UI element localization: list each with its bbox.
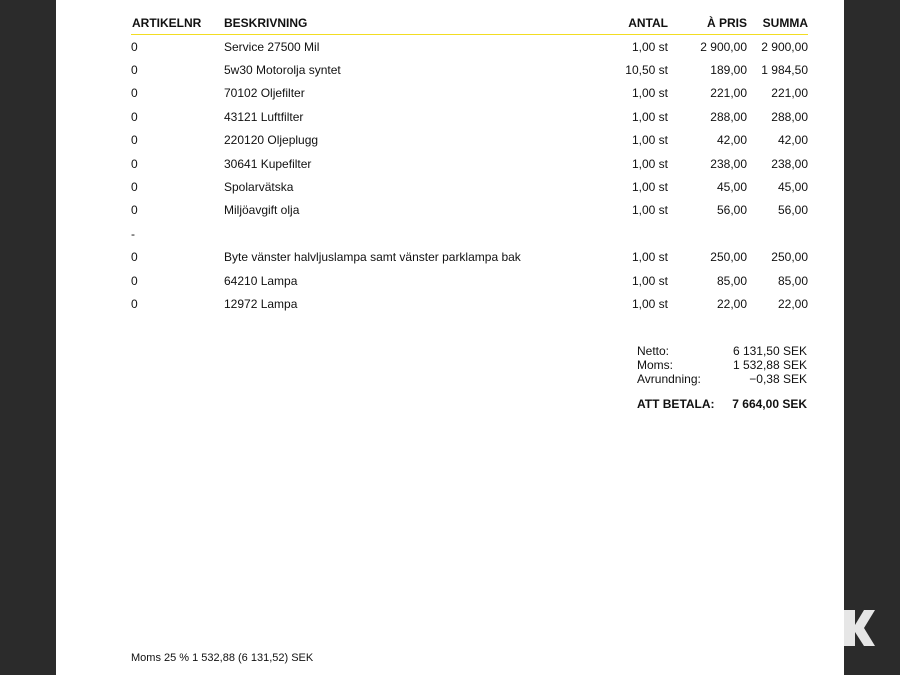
table-row xyxy=(131,35,808,59)
vat-row xyxy=(637,358,807,372)
net-row xyxy=(637,344,807,358)
table-header-row xyxy=(131,12,808,35)
cell-quantity: 1,00 st xyxy=(631,180,668,195)
cell-sum: 221,00 xyxy=(771,86,808,101)
cell-quantity: 1,00 st xyxy=(631,133,668,148)
cell-description: 70102 Oljefilter xyxy=(224,86,305,101)
table-row xyxy=(131,105,808,128)
vat-summary-footer: Moms 25 % 1 532,88 (6 131,52) SEK xyxy=(131,652,314,664)
cell-sum: 250,00 xyxy=(771,250,808,265)
cell-unit-price: 22,00 xyxy=(716,296,747,311)
cell-article-no: - xyxy=(131,226,135,241)
cell-sum: 238,00 xyxy=(771,156,808,171)
cell-description: 64210 Lampa xyxy=(224,273,298,288)
table-body xyxy=(131,35,808,316)
table-row xyxy=(131,175,808,198)
cell-article-no: 0 xyxy=(131,156,138,171)
vat-value: 1 532,88 SEK xyxy=(732,358,807,372)
cell-article-no: 0 xyxy=(131,203,138,218)
column-header-unit-price: À PRIS xyxy=(668,12,747,35)
vat-label: Moms: xyxy=(637,358,673,372)
cell-quantity: 1,00 st xyxy=(631,250,668,265)
table-row xyxy=(131,58,808,81)
cell-unit-price: 288,00 xyxy=(710,109,747,124)
cell-unit-price: 189,00 xyxy=(710,63,747,78)
table-row xyxy=(131,246,808,269)
cell-description: 30641 Kupefilter xyxy=(224,156,312,171)
cell-sum: 2 900,00 xyxy=(761,39,808,54)
cell-description: Service 27500 Mil xyxy=(224,39,320,54)
cell-article-no: 0 xyxy=(131,86,138,101)
table-row xyxy=(131,292,808,315)
cell-unit-price xyxy=(668,222,747,245)
table-row xyxy=(131,152,808,175)
cell-unit-price: 56,00 xyxy=(716,203,747,218)
table-row xyxy=(131,82,808,105)
cell-description: 12972 Lampa xyxy=(224,296,298,311)
cell-article-no: 0 xyxy=(131,63,138,78)
cell-sum: 85,00 xyxy=(777,273,808,288)
table-row xyxy=(131,222,808,245)
cell-quantity: 1,00 st xyxy=(631,86,668,101)
cell-sum: 45,00 xyxy=(777,180,808,195)
cell-article-no: 0 xyxy=(131,39,138,54)
invoice-line-items-table xyxy=(131,12,808,316)
cell-description: Byte vänster halvljuslampa samt vänster parklampa bak xyxy=(224,250,521,265)
column-header-quantity: ANTAL xyxy=(604,12,668,35)
cell-sum xyxy=(747,222,808,245)
totals-block xyxy=(637,344,807,412)
cell-description: 5w30 Motorolja syntet xyxy=(224,63,341,78)
amount-due-row xyxy=(637,396,807,412)
cell-description: 43121 Luftfilter xyxy=(224,109,304,124)
rounding-row xyxy=(637,372,807,386)
column-header-description: BESKRIVNING xyxy=(224,12,604,35)
cell-article-no: 0 xyxy=(131,133,138,148)
amount-due-label: ATT BETALA: xyxy=(637,397,715,411)
invoice-page xyxy=(56,0,844,675)
cell-sum: 288,00 xyxy=(771,109,808,124)
cell-unit-price: 85,00 xyxy=(716,273,747,288)
column-header-sum: SUMMA xyxy=(747,12,808,35)
cell-quantity: 1,00 st xyxy=(631,109,668,124)
cell-quantity: 1,00 st xyxy=(631,273,668,288)
rounding-value: −0,38 SEK xyxy=(749,372,807,386)
cell-article-no: 0 xyxy=(131,180,138,195)
cell-article-no: 0 xyxy=(131,296,138,311)
cell-article-no: 0 xyxy=(131,109,138,124)
cell-quantity xyxy=(604,222,668,245)
cell-quantity: 1,00 st xyxy=(631,39,668,54)
cell-description: 220120 Oljeplugg xyxy=(224,133,319,148)
cell-unit-price: 238,00 xyxy=(710,156,747,171)
cell-quantity: 10,50 st xyxy=(625,63,668,78)
cell-unit-price: 250,00 xyxy=(710,250,747,265)
table-row xyxy=(131,129,808,152)
cell-sum: 22,00 xyxy=(777,296,808,311)
net-value: 6 131,50 SEK xyxy=(732,344,807,358)
cell-description xyxy=(224,222,604,245)
cell-quantity: 1,00 st xyxy=(631,156,668,171)
table-row xyxy=(131,269,808,292)
table-row xyxy=(131,199,808,222)
cell-article-no: 0 xyxy=(131,250,138,265)
cell-unit-price: 221,00 xyxy=(710,86,747,101)
cell-sum: 42,00 xyxy=(777,133,808,148)
cell-unit-price: 45,00 xyxy=(716,180,747,195)
cell-sum: 56,00 xyxy=(777,203,808,218)
net-label: Netto: xyxy=(637,344,670,358)
k-logo-icon xyxy=(842,606,876,650)
column-header-article-no: ARTIKELNR xyxy=(131,12,224,35)
cell-unit-price: 42,00 xyxy=(716,133,747,148)
rounding-label: Avrundning: xyxy=(637,372,701,386)
cell-unit-price: 2 900,00 xyxy=(700,39,747,54)
cell-quantity: 1,00 st xyxy=(631,296,668,311)
cell-quantity: 1,00 st xyxy=(631,203,668,218)
cell-description: Miljöavgift olja xyxy=(224,203,300,218)
cell-sum: 1 984,50 xyxy=(761,63,808,78)
cell-article-no: 0 xyxy=(131,273,138,288)
cell-description: Spolarvätska xyxy=(224,180,294,195)
amount-due-value: 7 664,00 SEK xyxy=(732,397,807,411)
